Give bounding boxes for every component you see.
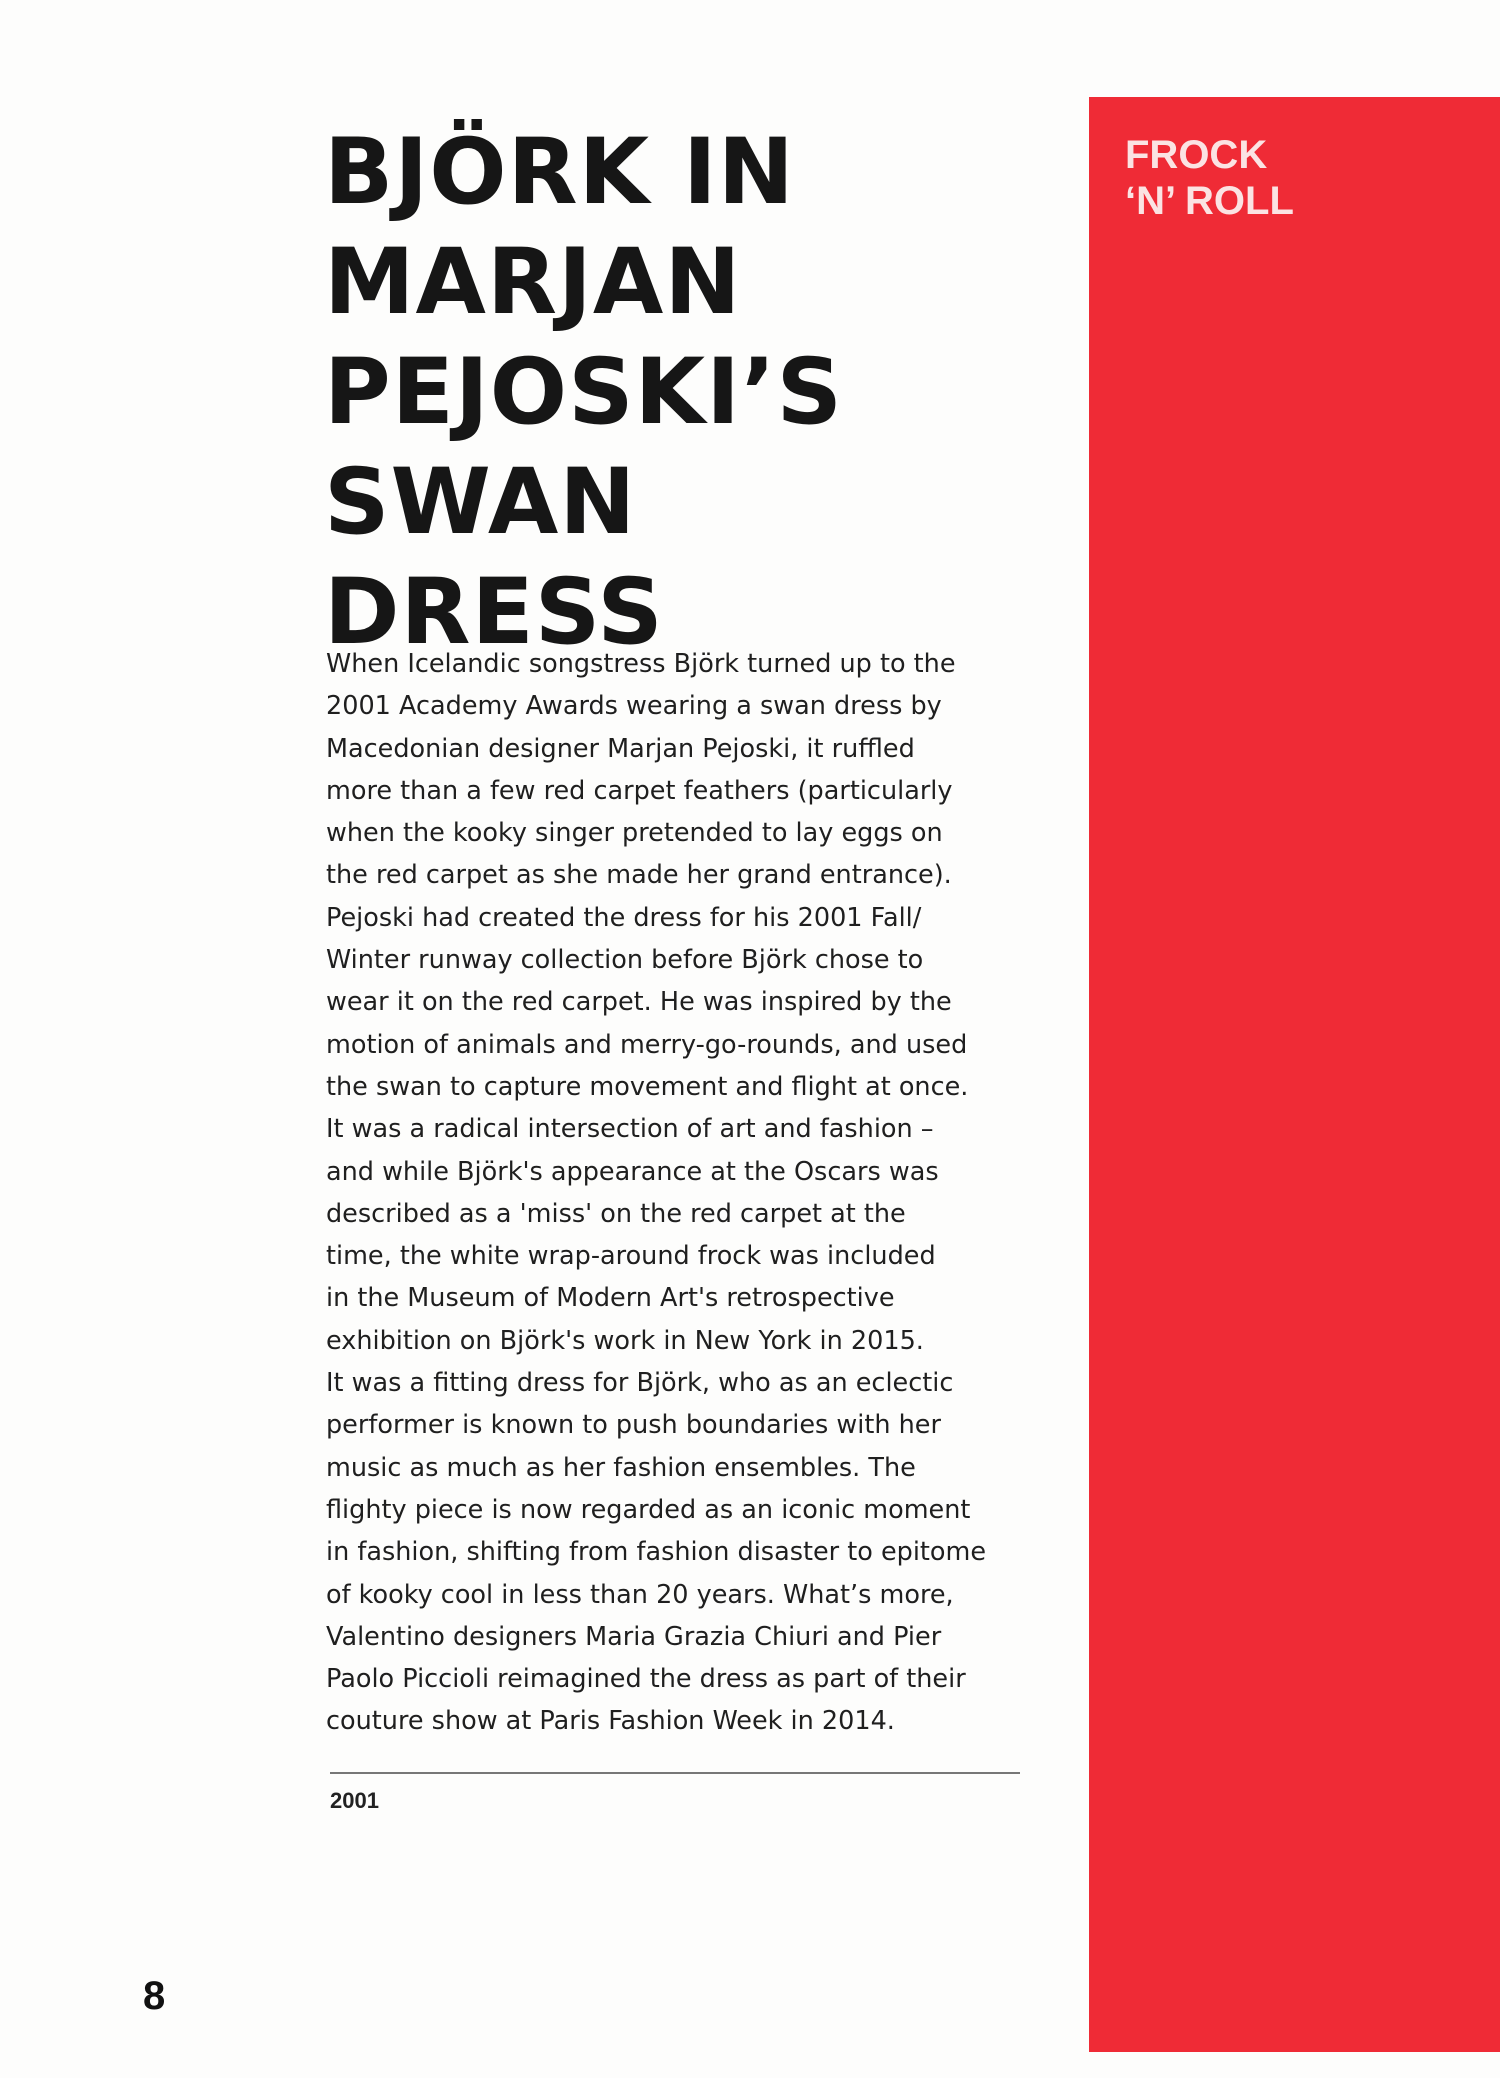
- article-title-line: BJÖRK IN: [324, 120, 795, 225]
- body-line: It was a fitting dress for Björk, who as an eclectic: [326, 1368, 954, 1399]
- body-line: the red carpet as she made her grand entrance).: [326, 860, 952, 891]
- body-line: exhibition on Björk's work in New York in 2015.: [326, 1325, 924, 1356]
- section-label-line: ‘N’ ROLL: [1125, 179, 1294, 223]
- body-line: when the kooky singer pretended to lay eggs on: [326, 818, 943, 849]
- body-line: motion of animals and merry-go-rounds, and used: [326, 1029, 968, 1060]
- caption-divider: [330, 1772, 1020, 1774]
- body-line: Pejoski had created the dress for his 2001 Fall/: [326, 902, 922, 933]
- body-line: It was a radical intersection of art and fashion –: [326, 1114, 934, 1145]
- body-line: more than a few red carpet feathers (particularly: [326, 775, 953, 806]
- body-line: time, the white wrap-around frock was included: [326, 1241, 936, 1272]
- article-title: [324, 118, 843, 668]
- body-line: Winter runway collection before Björk chose to: [326, 945, 924, 976]
- article-title-line: MARJAN: [324, 230, 742, 335]
- page-number: 8: [143, 1974, 166, 2018]
- article-body: [326, 643, 1046, 1743]
- body-line: 2001 Academy Awards wearing a swan dress by: [326, 691, 942, 722]
- body-line: of kooky cool in less than 20 years. What’s more,: [326, 1579, 954, 1610]
- body-line: couture show at Paris Fashion Week in 2014.: [326, 1706, 895, 1737]
- body-line: described as a 'miss' on the red carpet at the: [326, 1198, 906, 1229]
- body-line: Macedonian designer Marjan Pejoski, it ruffled: [326, 733, 915, 764]
- article-title-line: SWAN: [324, 450, 637, 555]
- body-line: music as much as her fashion ensembles. The: [326, 1452, 916, 1483]
- section-label-line: FROCK: [1125, 133, 1268, 177]
- article-title-line: DRESS: [324, 560, 664, 665]
- body-line: the swan to capture movement and flight at once.: [326, 1071, 969, 1102]
- body-line: in fashion, shifting from fashion disaster to epitome: [326, 1537, 987, 1568]
- body-line: When Icelandic songstress Björk turned up to the: [326, 649, 956, 679]
- body-line: Valentino designers Maria Grazia Chiuri and Pier: [326, 1621, 942, 1652]
- body-line: and while Björk's appearance at the Oscars was: [326, 1156, 939, 1187]
- body-line: performer is known to push boundaries with her: [326, 1410, 941, 1441]
- body-line: Paolo Piccioli reimagined the dress as part of their: [326, 1664, 966, 1695]
- body-line: flighty piece is now regarded as an iconic moment: [326, 1494, 971, 1525]
- body-line: wear it on the red carpet. He was inspired by the: [326, 987, 952, 1018]
- section-sidebar: [1089, 97, 1500, 2052]
- section-label: [1125, 132, 1294, 224]
- body-line: in the Museum of Modern Art's retrospective: [326, 1283, 895, 1314]
- year-caption: 2001: [330, 1788, 379, 1813]
- article-title-line: PEJOSKI’S: [324, 340, 844, 445]
